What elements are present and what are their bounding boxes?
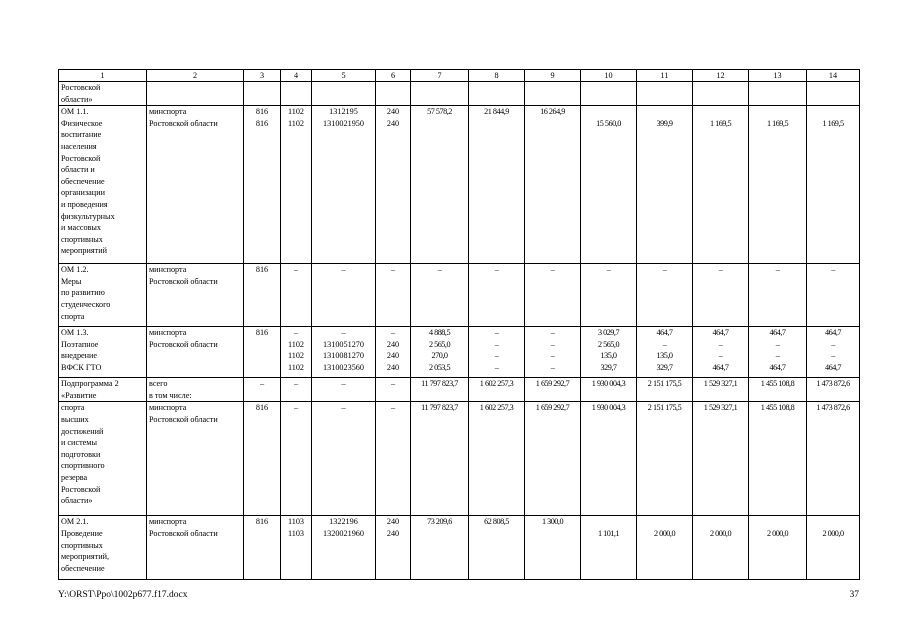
column-number-row [59,70,860,82]
cell-measure-name [59,516,147,580]
cell-line [809,516,857,528]
cell-executor [147,327,244,378]
cell-line: – [550,351,555,361]
cell-line: 1 455 108,8 [760,379,795,389]
cell-line: Физическое [61,118,103,128]
cell-line: 240 [386,339,400,349]
cell-line: 3 029,7 [597,328,620,338]
cell-year-2025 [807,264,860,327]
cell-line: – [718,265,723,275]
cell-line: – [718,351,723,361]
cell-line: и проведения [61,199,108,209]
cell-line: спорта [61,311,85,321]
cell-line: – [831,265,835,275]
cell-year-2019 [469,516,525,580]
cell-line: «Развитие [61,390,97,400]
cell-line: всего [149,379,168,389]
cell-expense-type [376,106,411,264]
cell-year-2021 [581,264,637,327]
cell-measure-name [59,106,147,264]
cell-line: 464,7 [769,328,786,338]
cell-line: – [293,328,299,338]
cell-line: 2 053,5 [428,362,451,372]
cell-line: воспитание [61,130,102,140]
cell-section-code [281,378,312,402]
cell-line [583,516,634,528]
cell-line: мероприятий, [61,552,110,562]
column-number: 2 [147,70,244,82]
cell-year-2023 [693,264,749,327]
cell-year-2021 [581,327,637,378]
cell-line: – [775,351,780,361]
cell-line: спорта [61,403,85,413]
cell-line: – [494,339,499,349]
cell-line: 2 000,0 [766,528,789,538]
cell-measure-name [59,264,147,327]
cell-executor [147,402,244,516]
cell-line: – [718,339,723,349]
cell-year-2022 [637,106,693,264]
page-number: 37 [849,590,859,600]
cell-year-2024 [749,516,807,580]
cell-year-2025 [807,516,860,580]
cell-line: Ростовской области [149,528,218,538]
cell-section-code [281,82,312,106]
cell-grbs-code [244,378,281,402]
cell-line: – [494,265,499,275]
cell-target-article [312,327,376,378]
column-number: 5 [312,70,376,82]
cell-target-article [312,516,376,580]
cell-year-2023 [693,82,749,106]
cell-line: в том числе: [149,390,192,400]
cell-year-2023 [693,327,749,378]
cell-target-article [312,264,376,327]
cell-year-2024 [749,378,807,402]
column-number: 11 [637,70,693,82]
cell-year-2021 [581,82,637,106]
cell-measure-name [59,402,147,516]
cell-line: 240 [386,517,400,527]
cell-line: 135,0 [656,351,673,361]
cell-year-2020 [525,264,581,327]
cell-line: 464,7 [656,328,673,338]
cell-line: Проведение [61,528,103,538]
cell-line: 2 151 175,5 [647,379,682,389]
row-subprogram-2-minsport [59,402,860,516]
cell-year-2024 [749,82,807,106]
cell-year-2020 [525,516,581,580]
cell-line: резерва [61,472,88,482]
cell-line: по развитию [61,288,105,298]
cell-line: – [775,265,780,275]
cell-line: Ростовской [61,153,101,163]
cell-line: 1 602 257,3 [479,403,514,413]
cell-year-2019 [469,378,525,402]
cell-section-code [281,402,312,516]
cell-line: ВФСК ГТО [61,362,102,372]
cell-line: 2 565,0 [597,339,620,349]
cell-line: – [390,265,396,275]
cell-grbs-code [244,327,281,378]
cell-line: 464,7 [769,362,786,372]
cell-line: 1 602 257,3 [479,379,514,389]
cell-line: организации [61,188,105,198]
cell-expense-type [376,516,411,580]
cell-year-2025 [807,327,860,378]
column-number: 12 [693,70,749,82]
cell-line: 464,7 [825,362,841,372]
cell-expense-type [376,378,411,402]
cell-line: 816 [255,107,269,117]
cell-line: 1 169,5 [822,118,844,128]
row-om-1-1 [59,106,860,264]
cell-line: 240 [386,118,400,128]
cell-line: минспорта [149,403,187,413]
cell-grbs-code [244,264,281,327]
cell-line [809,106,857,118]
cell-line: 2 565,0 [428,339,451,349]
cell-year-2021 [581,106,637,264]
cell-line: 1102 [287,118,305,128]
cell-line: – [293,403,299,413]
cell-line: 1102 [287,339,305,349]
cell-line: 1102 [287,351,305,361]
cell-line [583,106,634,118]
cell-line: – [293,379,299,389]
cell-line: подготовки [61,449,101,459]
cell-line: 1102 [287,107,305,117]
cell-line: области» [61,496,93,506]
cell-line: населения [61,141,97,151]
cell-target-article [312,402,376,516]
cell-line: 1312195 [329,107,358,117]
cell-line: – [494,362,499,372]
cell-line: 4 888,5 [428,328,451,338]
cell-line: минспорта [149,328,187,338]
cell-line: – [390,328,396,338]
cell-line: – [341,379,346,389]
cell-target-article [312,82,376,106]
cell-line: 1 659 292,7 [535,379,570,389]
cell-line: – [550,339,555,349]
cell-line: 1 529 327,1 [703,379,738,389]
cell-year-2023 [693,402,749,516]
footer-file-path: Y:\ORST\Ppo\1002p677.f17.docx [58,590,188,600]
row-subprogram-2-total [59,378,860,402]
cell-section-code [281,106,312,264]
column-number: 4 [281,70,312,82]
cell-line: 1 101,1 [597,528,620,538]
cell-line [639,516,690,528]
cell-line: 240 [386,351,400,361]
cell-executor [147,264,244,327]
column-number: 9 [525,70,581,82]
cell-line: 1102 [287,362,305,372]
cell-line: 2 000,0 [653,528,676,538]
cell-line: 2 151 175,5 [647,403,682,413]
cell-line: Ростовской области [149,276,218,286]
cell-line: – [293,265,299,275]
cell-line: 1 659 292,7 [535,403,570,413]
cell-line: Подпрограмма 2 [61,379,119,389]
cell-line: 1310021950 [323,118,364,128]
cell-line: 816 [255,517,269,527]
cell-line: 1320021960 [323,528,364,538]
cell-year-2022 [637,264,693,327]
cell-executor [147,82,244,106]
cell-line: области и [61,165,95,175]
cell-year-2021 [581,378,637,402]
cell-line: высших [61,414,89,424]
cell-year-2022 [637,327,693,378]
cell-total-amount [411,378,469,402]
cell-line: мероприятий [61,246,107,256]
cell-year-2025 [807,82,860,106]
cell-year-2020 [525,327,581,378]
cell-line [639,106,690,118]
cell-grbs-code [244,402,281,516]
cell-line: 135,0 [600,351,617,361]
cell-line: 2 000,0 [822,528,844,538]
column-number: 13 [749,70,807,82]
cell-line: 1 473 872,6 [816,403,850,413]
cell-line: Ростовской области [149,339,218,349]
cell-line: – [341,403,346,413]
cell-total-amount [411,402,469,516]
column-number: 1 [59,70,147,82]
cell-section-code [281,327,312,378]
cell-line: – [494,351,499,361]
cell-line: – [390,379,396,389]
cell-line: 1 455 108,8 [760,403,795,413]
cell-line: 464,7 [825,328,841,338]
row-om-1-3 [59,327,860,378]
cell-year-2022 [637,82,693,106]
cell-line: Ростовской [61,83,101,92]
cell-year-2019 [469,106,525,264]
row-continuation [59,82,860,106]
cell-year-2025 [807,402,860,516]
cell-year-2023 [693,378,749,402]
cell-year-2024 [749,106,807,264]
cell-year-2020 [525,402,581,516]
cell-line: ОМ 1.2. [61,265,89,275]
cell-line: 1310051270 [323,339,364,349]
cell-line: Ростовской области [149,118,218,128]
cell-expense-type [376,402,411,516]
cell-year-2019 [469,264,525,327]
cell-line: – [662,339,667,349]
cell-line: 21 844,9 [484,107,509,117]
column-number: 3 [244,70,281,82]
row-om-1-2 [59,264,860,327]
cell-year-2022 [637,516,693,580]
cell-line: ОМ 1.1. [61,107,89,117]
cell-line: и массовых [61,223,102,233]
cell-line: – [341,328,346,338]
cell-line: обеспечение [61,563,105,573]
cell-year-2019 [469,82,525,106]
cell-year-2020 [525,378,581,402]
cell-line: – [775,339,780,349]
cell-total-amount [411,82,469,106]
cell-line: Меры [61,276,82,286]
cell-line: – [341,265,346,275]
cell-line: 240 [386,362,400,372]
cell-line [751,106,804,118]
cell-year-2020 [525,106,581,264]
cell-line: – [606,265,611,275]
column-number: 6 [376,70,411,82]
cell-measure-name [59,82,147,106]
cell-year-2020 [525,82,581,106]
cell-line: 399,9 [656,118,673,128]
cell-line: 1 169,5 [766,118,789,128]
cell-year-2025 [807,106,860,264]
cell-expense-type [376,82,411,106]
cell-total-amount [411,264,469,327]
cell-grbs-code [244,106,281,264]
cell-line: 240 [386,528,400,538]
column-number: 7 [411,70,469,82]
cell-line: 1103 [287,528,305,538]
cell-line: обеспечение [61,176,105,186]
cell-line: – [550,328,555,338]
cell-line: Ростовской области [149,414,218,424]
column-number: 10 [581,70,637,82]
cell-line: – [550,265,555,275]
cell-executor [147,516,244,580]
cell-line: 57 578,2 [427,107,452,117]
cell-year-2024 [749,327,807,378]
cell-grbs-code [244,82,281,106]
cell-line: 816 [255,403,269,413]
cell-line: 816 [255,118,269,128]
cell-line: спортивных [61,234,103,244]
cell-year-2024 [749,264,807,327]
cell-line: ОМ 1.3. [61,328,89,338]
column-number: 8 [469,70,525,82]
cell-target-article [312,378,376,402]
cell-executor [147,378,244,402]
budget-table [58,69,860,580]
cell-line: 1322196 [329,517,358,527]
cell-line: 816 [255,328,269,338]
cell-line: – [390,403,396,413]
cell-section-code [281,264,312,327]
cell-line [695,516,746,528]
table-body [59,70,860,580]
cell-line: достижений [61,426,104,436]
row-om-2-1 [59,516,860,580]
cell-year-2025 [807,378,860,402]
cell-line: физкультурных [61,211,115,221]
cell-line: 16 264,9 [540,107,565,117]
cell-line [751,516,804,528]
cell-line [695,106,746,118]
cell-year-2024 [749,402,807,516]
cell-line: 1 930 004,3 [591,403,626,413]
cell-line: минспорта [149,517,187,527]
cell-year-2019 [469,327,525,378]
cell-total-amount [411,106,469,264]
cell-measure-name [59,327,147,378]
cell-line: – [494,328,499,338]
cell-year-2023 [693,106,749,264]
cell-line: – [550,362,555,372]
cell-year-2021 [581,402,637,516]
cell-line: Ростовской [61,484,101,494]
cell-line: Поэтапное [61,339,99,349]
cell-line: – [831,339,835,349]
cell-section-code [281,516,312,580]
cell-total-amount [411,516,469,580]
cell-line: 464,7 [712,328,729,338]
cell-line: минспорта [149,265,187,275]
cell-line: 1 473 872,6 [816,379,850,389]
cell-expense-type [376,327,411,378]
cell-line: – [259,379,265,389]
cell-line: области» [61,94,93,104]
cell-line: 1 529 327,1 [703,403,738,413]
cell-year-2019 [469,402,525,516]
cell-line: 1310081270 [323,351,364,361]
cell-line: 62 808,5 [484,517,509,527]
cell-total-amount [411,327,469,378]
column-number: 14 [807,70,860,82]
cell-line: – [662,265,667,275]
cell-line: 270,0 [431,351,448,361]
cell-line: спортивного [61,461,105,471]
cell-year-2022 [637,378,693,402]
cell-year-2022 [637,402,693,516]
cell-line: 329,7 [600,362,617,372]
cell-target-article [312,106,376,264]
cell-line: 15 560,0 [596,118,621,128]
cell-line: и системы [61,438,97,448]
cell-line: 816 [255,265,269,275]
cell-line: внедрение [61,351,98,361]
cell-line: 464,7 [712,362,729,372]
cell-line: спортивных [61,540,103,550]
cell-measure-name [59,378,147,402]
cell-line: студенческого [61,299,111,309]
cell-year-2021 [581,516,637,580]
cell-line: 1 930 004,3 [591,379,626,389]
cell-line: – [831,351,835,361]
cell-line: 73 209,6 [427,517,452,527]
cell-executor [147,106,244,264]
cell-line: – [437,265,442,275]
cell-line: ОМ 2.1. [61,517,89,527]
cell-line: 1310023560 [323,362,364,372]
cell-line: 11 797 823,7 [421,403,458,413]
cell-grbs-code [244,516,281,580]
cell-line: 2 000,0 [709,528,732,538]
cell-expense-type [376,264,411,327]
cell-line: минспорта [149,107,187,117]
cell-year-2023 [693,516,749,580]
cell-line: 240 [386,107,400,117]
cell-line: 1 300,0 [541,517,564,527]
cell-line: 11 797 823,7 [421,379,458,389]
cell-line: 329,7 [656,362,673,372]
cell-line: 1 169,5 [709,118,732,128]
cell-line: 1103 [287,517,305,527]
